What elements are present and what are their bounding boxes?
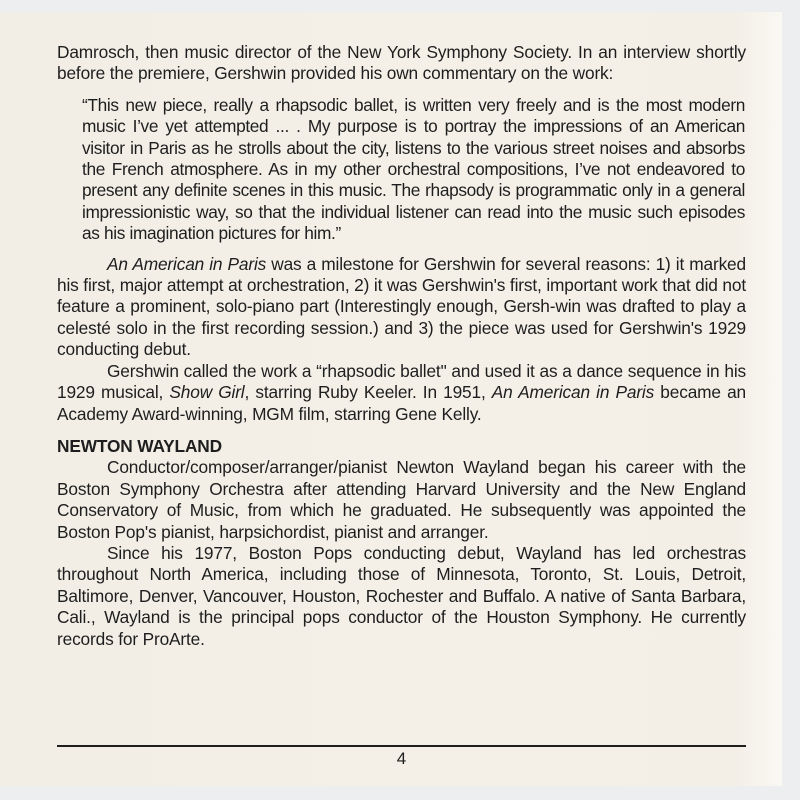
page-content xyxy=(57,42,746,650)
show-title: Show Girl xyxy=(169,382,245,403)
page-number: 4 xyxy=(396,749,407,768)
wayland-paragraph-1: Conductor/composer/arranger/pianist Newton Wayland began his career with the Boston Symphony Orchestra after attending Harvard University and the New England Conservatory of Music, from which he graduated. He subsequently was appointed the Boston Pop's pianist, harpsichordist, pianist and arranger. xyxy=(57,457,746,542)
ballet-text-2: , starring Ruby Keeler. In 1951, xyxy=(244,382,492,403)
wayland-paragraph-2: Since his 1977, Boston Pops conducting debut, Wayland has led orchestras throughout North America, including those of Minnesota, Toronto, St. Louis, Detroit, Baltimore, Denver, Vancouver, Houston, Rochester and Buffalo. A native of Santa Barbara, Cali., Wayland is the principal pops conductor of the Houston Symphony. He currently records for ProArte. xyxy=(57,542,746,649)
gershwin-quote: “This new piece, really a rhapsodic ballet, is written very freely and is the most modern music I’ve yet attempted ... . My purpose is to portray the impressions of an American visitor in Paris as he strolls about the city, listens to the various street noises and absorbs the French atmosphere. As in my other orchestral compositions, I’ve not endeavored to present any definite scenes in this music. The rhapsody is programmatic only in a general impressionistic way, so that the individual listener can read into the music such episodes as his imagination pictures for him.” xyxy=(82,94,745,244)
work-title: An American in Paris xyxy=(107,253,267,274)
milestone-text: was a milestone for Gershwin for several reasons: 1) it marked his first, major attempt at orchestration, 2) it was Gershwin's first, important work that did not feature a prominent, solo-piano part (Interestingly enough, Gersh-win was drafted to play a celesté solo in the first recording session.) and 3) the piece was used for Gershwin's 1929 conducting debut. xyxy=(57,253,746,360)
ballet-text-3: became an Academy Award-winning, MGM film, starring Gene Kelly. xyxy=(57,382,746,424)
milestone-paragraph xyxy=(57,254,746,361)
section-heading: NEWTON WAYLAND xyxy=(57,435,222,456)
ballet-paragraph xyxy=(57,361,746,425)
booklet-page xyxy=(0,12,782,786)
ballet-text-1: Gershwin called the work a “rhapsodic ballet" and used it as a dance sequence in his 1929 musical, xyxy=(57,360,746,403)
section-gap xyxy=(57,425,746,436)
film-title: An American in Paris xyxy=(491,382,655,403)
intro-paragraph: Damrosch, then music director of the New York Symphony Society. In an interview shortly before the premiere, Gershwin provided his own commentary on the work: xyxy=(57,42,746,84)
footer-rule xyxy=(57,745,746,747)
